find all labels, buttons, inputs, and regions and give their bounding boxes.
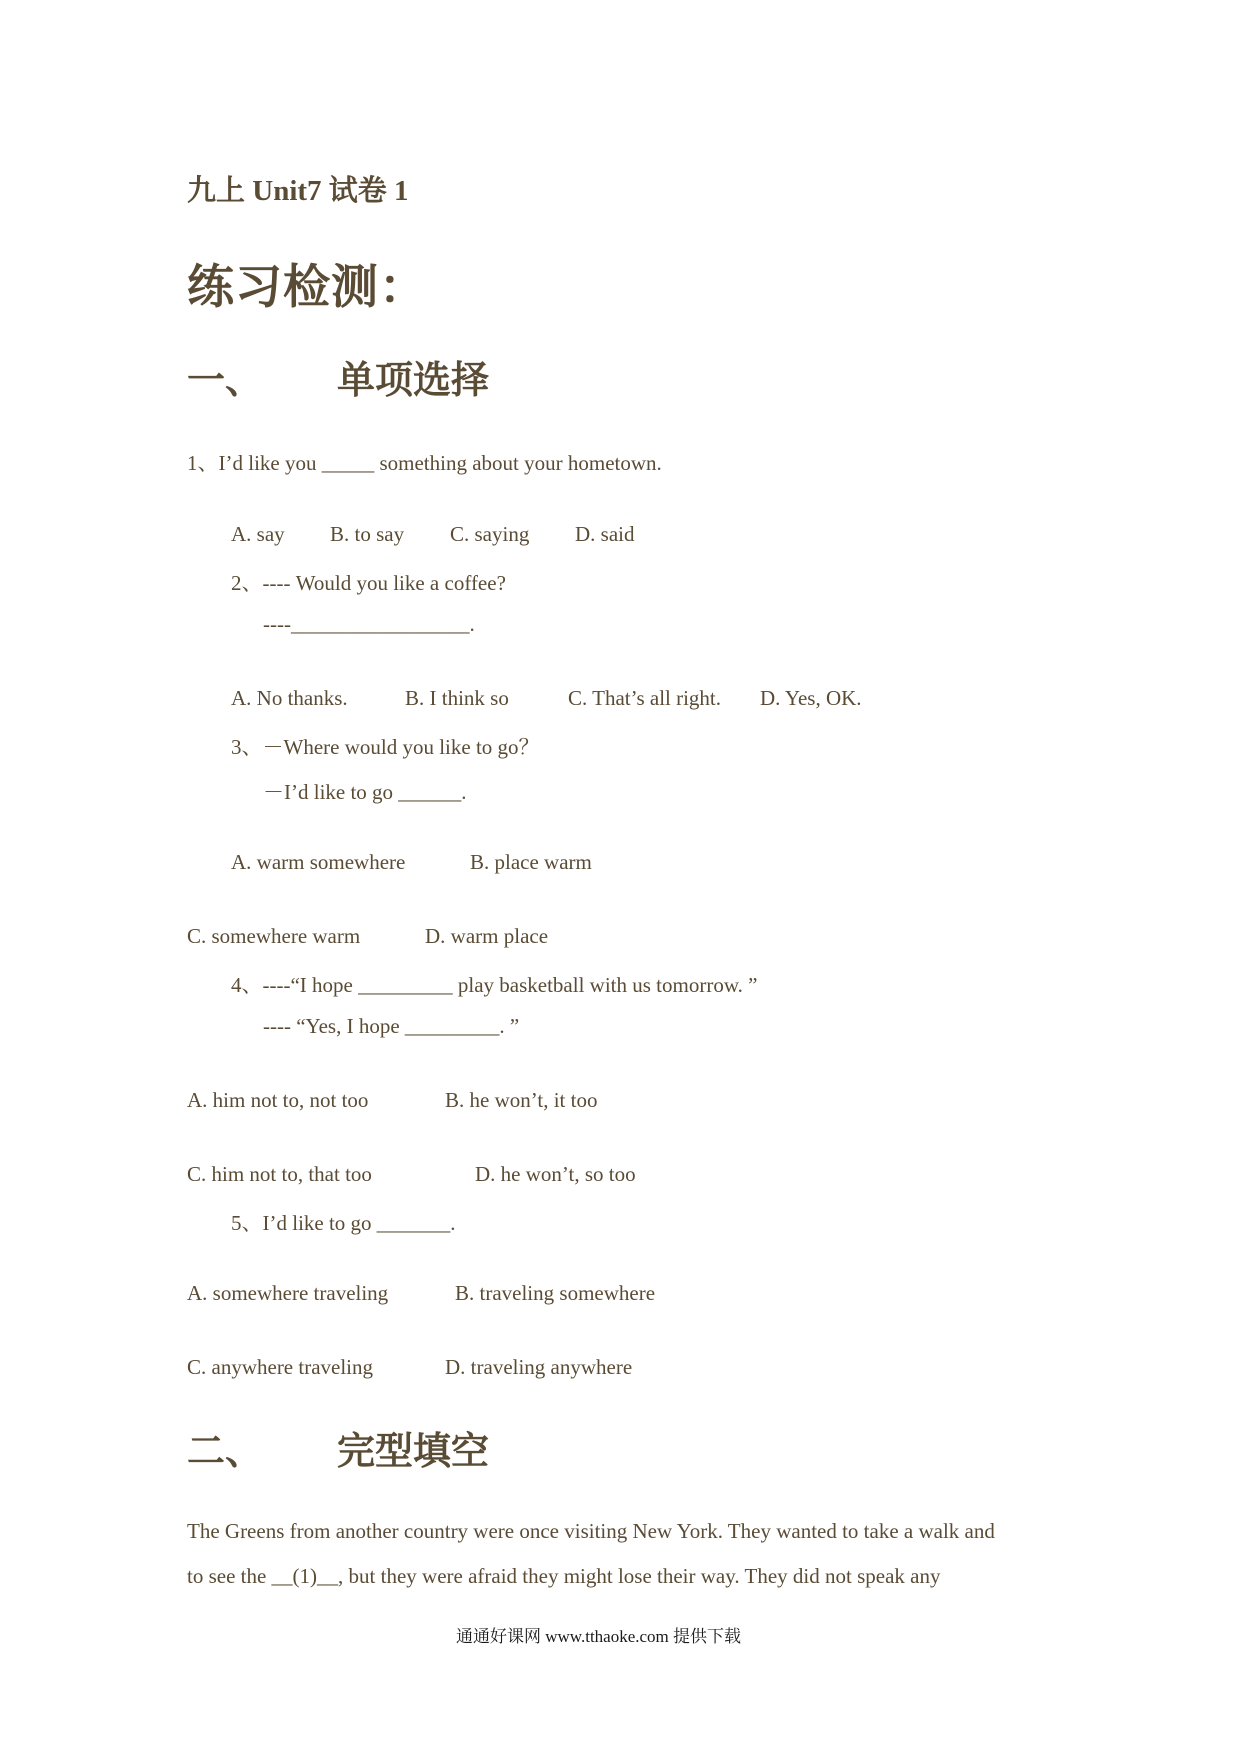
option-a: A. him not to, not too bbox=[187, 1088, 369, 1112]
option-c: C. saying bbox=[450, 522, 530, 546]
option-d: D. warm place bbox=[425, 924, 549, 948]
option-b: B. I think so bbox=[405, 686, 509, 710]
section-title: 完型填空 bbox=[337, 1431, 490, 1473]
question-stem: 1、I’d like you _____ something about your hometown. bbox=[187, 451, 662, 475]
option-d: D. he won’t, so too bbox=[475, 1162, 636, 1186]
question-stem: 5、I’d like to go _______. bbox=[231, 1211, 456, 1235]
question-stem: 2、---- Would you like a coffee? bbox=[231, 571, 506, 595]
option-b: B. he won’t, it too bbox=[445, 1088, 598, 1112]
option-b: B. traveling somewhere bbox=[455, 1281, 656, 1305]
question-stem: 3、－Where would you like to go？ bbox=[231, 735, 540, 759]
passage-line: The Greens from another country were once visiting New York. They wanted to take a walk and bbox=[187, 1519, 995, 1543]
main-heading: 练习检测： bbox=[187, 262, 427, 314]
option-d: D. traveling anywhere bbox=[445, 1355, 633, 1379]
option-c: C. him not to, that too bbox=[187, 1162, 372, 1186]
option-b: B. to say bbox=[330, 522, 405, 546]
option-c: C. somewhere warm bbox=[187, 924, 361, 948]
option-d: D. Yes, OK. bbox=[760, 686, 862, 710]
section-title: 单项选择 bbox=[337, 360, 490, 402]
section-number: 一、 bbox=[187, 360, 264, 402]
option-c: C. That’s all right. bbox=[568, 686, 722, 710]
answer-line: ---- “Yes, I hope _________. ” bbox=[263, 1014, 520, 1038]
answer-blank-line: ----_________________. bbox=[263, 612, 475, 636]
document-title: 九上 Unit7 试卷 1 bbox=[187, 175, 409, 207]
option-c: C. anywhere traveling bbox=[187, 1355, 374, 1379]
option-a: A. No thanks. bbox=[231, 686, 348, 710]
passage-line: to see the __(1)__, but they were afraid they might lose their way. They did not speak any bbox=[187, 1564, 941, 1588]
option-a: A. warm somewhere bbox=[231, 850, 406, 874]
answer-line: －I’d like to go ______. bbox=[263, 780, 467, 804]
option-b: B. place warm bbox=[470, 850, 592, 874]
option-a: A. somewhere traveling bbox=[187, 1281, 389, 1305]
option-a: A. say bbox=[231, 522, 285, 546]
question-stem: 4、----“I hope _________ play basketball with us tomorrow. ” bbox=[231, 973, 758, 997]
option-d: D. said bbox=[575, 522, 635, 546]
section-number: 二、 bbox=[187, 1431, 264, 1473]
footer-text: 通通好课网 www.tthaoke.com 提供下载 bbox=[456, 1627, 742, 1646]
